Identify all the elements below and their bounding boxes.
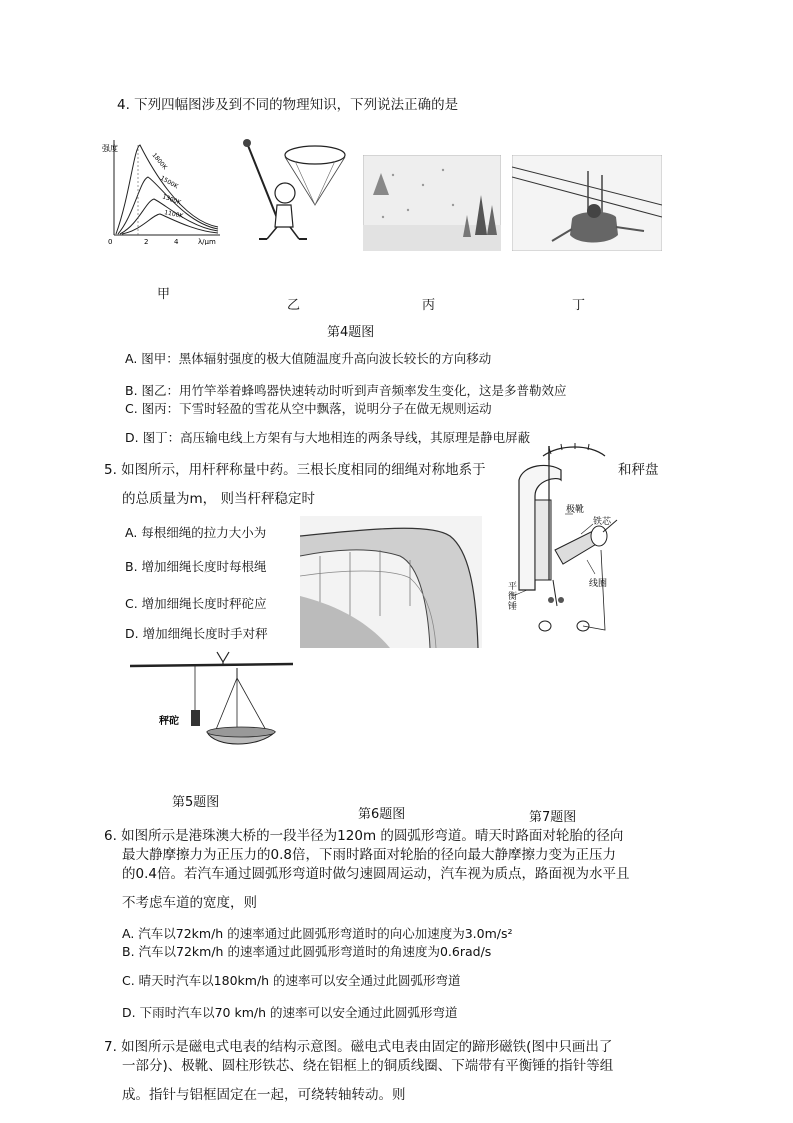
- q6-option-b: B. 汽车以72km/h 的速率通过此圆弧形弯道时的角速度为0.6rad/s: [122, 944, 492, 959]
- q7-fig-meter: [505, 440, 620, 640]
- graph-tick-4: 4: [174, 238, 179, 245]
- q6-fig-bridge-curve: [300, 516, 482, 648]
- q4-fig-power-line: [512, 155, 662, 251]
- q6-option-c: C. 晴天时汽车以180km/h 的速率可以安全通过此圆弧形弯道: [122, 973, 461, 988]
- q4-stem: 4. 下列四幅图涉及到不同的物理知识，下列说法正确的是: [117, 97, 459, 113]
- curve-1800k: [116, 145, 218, 234]
- curve-label-1800k: 1800K: [150, 151, 169, 172]
- fig-label-ding: 丁: [572, 298, 586, 313]
- q6-option-d: D. 下雨时汽车以70 km/h 的速率可以安全通过此圆弧形弯道: [122, 1005, 458, 1020]
- q5-option-d: D. 增加细绳长度时手对秤: [125, 626, 268, 641]
- q4-option-d: D. 图丁：高压输电线上方架有与大地相连的两条导线，其原理是静电屏蔽: [125, 430, 531, 445]
- q4-fig-doppler-buzzer: [235, 135, 350, 245]
- q6-fig-caption: 第6题图: [358, 807, 406, 822]
- q4-option-a: A. 图甲：黑体辐射强度的极大值随温度升高向波长较长的方向移动: [125, 351, 492, 366]
- graph-tick-2: 2: [144, 238, 149, 245]
- q4-fig-caption: 第4题图: [327, 325, 375, 340]
- q5-option-b: B. 增加细绳长度时每根绳: [125, 559, 267, 574]
- q4-option-c: C. 图丙：下雪时轻盈的雪花从空中飘落，说明分子在做无规则运动: [125, 401, 492, 416]
- graph-xlabel: λ/μm: [198, 238, 216, 245]
- fig-label-yi: 乙: [287, 298, 301, 313]
- curve-label-1500k: 1500K: [159, 174, 180, 191]
- q7-label-coil: 线圈: [589, 579, 608, 589]
- q5-fig-caption: 第5题图: [172, 795, 220, 810]
- q5-option-c: C. 增加细绳长度时秤砣应: [125, 596, 267, 611]
- q6-stem-line3: 的0.4倍。若汽车通过圆弧形弯道时做匀速圆周运动，汽车视为质点，路面视为水平且: [122, 866, 630, 882]
- q7-label-weight: 平衡锤: [508, 582, 518, 612]
- q4-fig-blackbody-graph: [100, 135, 225, 245]
- fig-label-jia: 甲: [157, 287, 171, 302]
- q7-stem-line2: 一部分)、极靴、圆柱形铁芯、绕在铝框上的铜质线圈、下端带有平衡锤的指针等组: [122, 1058, 614, 1074]
- curve-label-1300k: 1300K: [161, 193, 182, 207]
- q4-fig-snow: [363, 155, 501, 251]
- q7-label-shoe: 极靴: [566, 505, 585, 515]
- q5-stem-line2: 的总质量为m， 则当杆秤稳定时: [122, 491, 315, 507]
- q6-stem-line2: 最大静摩擦力为正压力的0.8倍，下雨时路面对轮胎的径向最大静摩擦力变为正压力: [122, 847, 616, 863]
- q5-stem-line1-end: 和秤盘: [618, 462, 659, 478]
- q6-stem-line1: 6. 如图所示是港珠澳大桥的一段半径为120m 的圆弧形弯道。晴天时路面对轮胎的径向: [104, 828, 624, 844]
- q5-option-a: A. 每根细绳的拉力大小为: [125, 525, 267, 540]
- graph-ylabel: 强度: [102, 144, 118, 153]
- q7-label-core: 铁芯: [593, 517, 612, 527]
- fig-label-bing: 丙: [422, 298, 436, 313]
- q7-stem-line1: 7. 如图所示是磁电式电表的结构示意图。磁电式电表由固定的蹄形磁铁(图中只画出了: [104, 1039, 613, 1055]
- q6-stem-line4: 不考虑车道的宽度，则: [122, 895, 257, 911]
- q4-option-b: B. 图乙：用竹竿举着蜂鸣器快速转动时听到声音频率发生变化，这是多普勒效应: [125, 383, 567, 398]
- q5-stem-line1: 5. 如图所示，用杆秤称量中药。三根长度相同的细绳对称地系于: [104, 462, 486, 478]
- curve-label-1100k: 1100K: [163, 209, 184, 220]
- q7-stem-line3: 成。指针与铝框固定在一起，可绕转轴转动。则: [122, 1087, 406, 1103]
- graph-tick-0: 0: [108, 238, 113, 245]
- q6-option-a: A. 汽车以72km/h 的速率通过此圆弧形弯道时的向心加速度为3.0m/s²: [122, 926, 513, 941]
- q5-fig-steelyard: [125, 648, 295, 753]
- q5-weight-label: 秤砣: [159, 716, 179, 727]
- q7-fig-caption: 第7题图: [529, 810, 577, 825]
